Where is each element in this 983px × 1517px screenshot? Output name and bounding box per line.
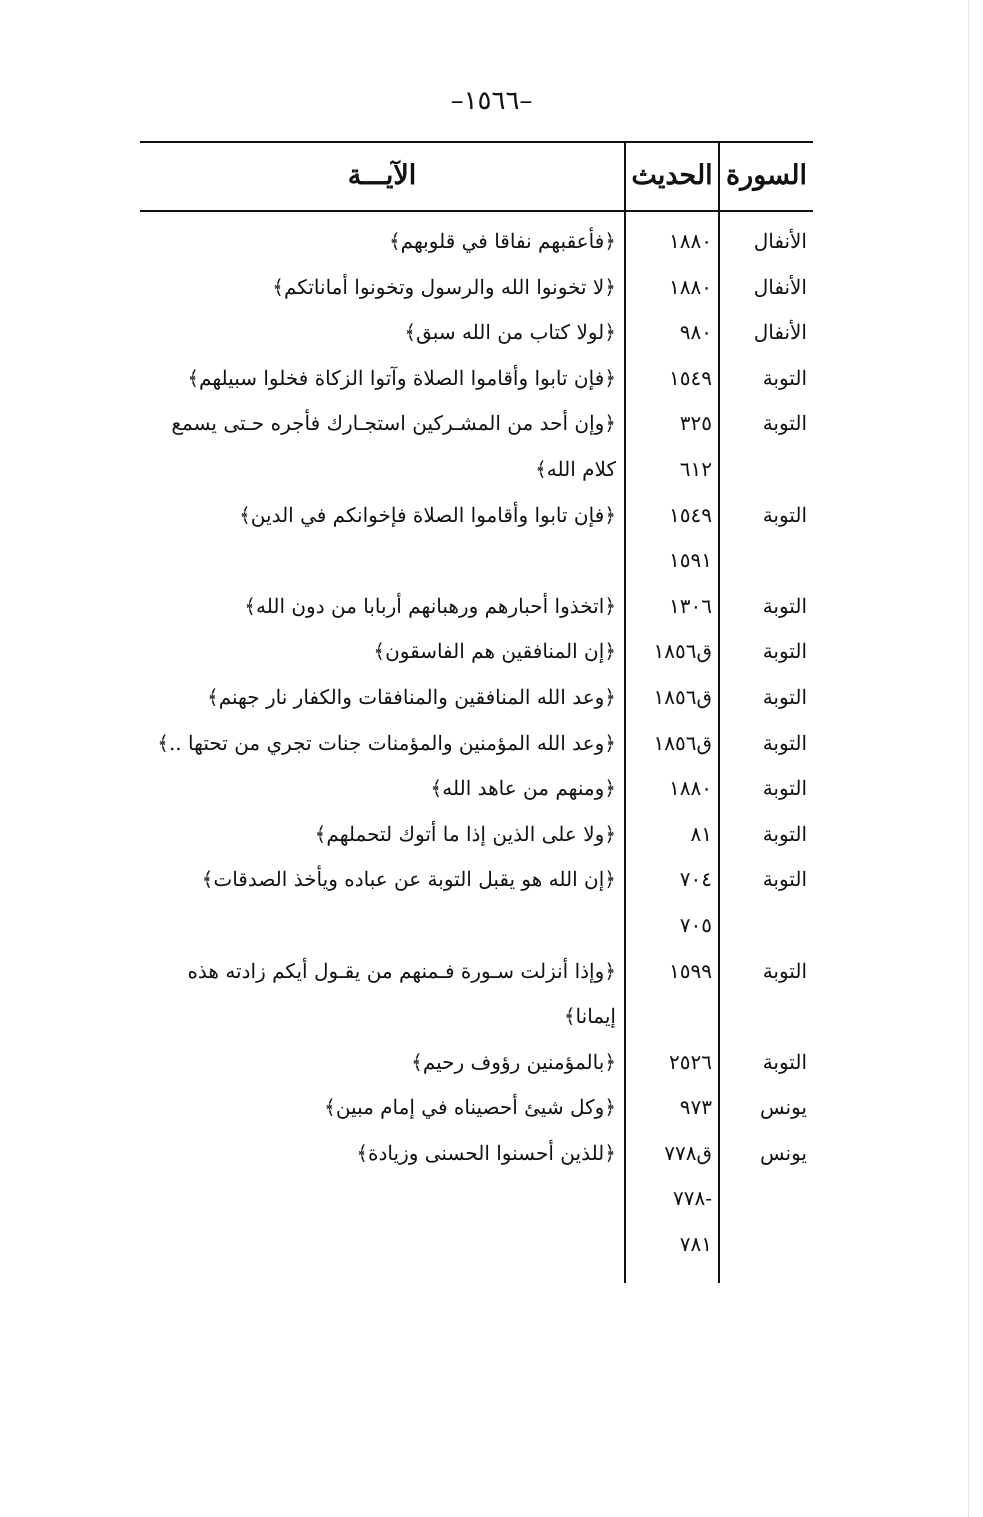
surah-cell: التوبة — [762, 411, 807, 436]
hadith-cell: ٦١٢ — [679, 456, 712, 481]
table-row — [140, 675, 813, 721]
surah-cell: الأنفال — [753, 274, 807, 299]
table-row — [140, 447, 813, 493]
surah-cell: الأنفال — [753, 320, 807, 345]
surah-cell: التوبة — [762, 639, 807, 664]
ayah-cell: ﴿بالمؤمنين رؤوف رحيم﴾ — [411, 1049, 616, 1074]
ayah-cell: ﴿وعد الله المنافقين والمنافقات والكفار نار جهنم﴾ — [206, 684, 616, 709]
hadith-cell: ١٨٨٠ — [669, 274, 712, 299]
table-row — [140, 903, 813, 949]
table-row — [140, 1131, 813, 1177]
hadith-cell: ق١٨٥٦ — [653, 639, 712, 664]
surah-cell: التوبة — [762, 958, 807, 983]
hadith-cell: ٩٧٣ — [679, 1095, 712, 1120]
header-ayah: الآيـــة — [347, 160, 417, 191]
ayah-cell: ﴿وكل شيئ أحصيناه في إمام مبين﴾ — [324, 1095, 616, 1120]
hadith-cell: ١٥٤٩ — [669, 502, 712, 527]
surah-cell: التوبة — [762, 684, 807, 709]
ayah-cell: كلام الله﴾ — [535, 456, 616, 481]
surah-cell: الأنفال — [753, 229, 807, 253]
table-row — [140, 766, 813, 812]
page-number: –١٥٦٦– — [450, 86, 533, 116]
hadith-cell: ق١٨٥٦ — [653, 684, 712, 709]
table-row — [140, 994, 813, 1040]
ayah-cell: ﴿ومنهم من عاهد الله﴾ — [430, 776, 616, 801]
hadith-cell: ١٨٨٠ — [669, 776, 712, 801]
surah-cell: يونس — [760, 1140, 807, 1165]
header-surah: السورة — [726, 160, 807, 191]
ayah-cell: ﴿وإن أحد من المشـركين استجـارك فأجره حـتى يسمع — [171, 411, 616, 436]
table-body — [140, 219, 813, 1268]
table-row — [140, 1176, 813, 1222]
hadith-cell: ١٥٤٩ — [669, 365, 712, 390]
hadith-cell: ٧٠٤ — [679, 867, 712, 892]
table-row — [140, 356, 813, 402]
surah-cell: التوبة — [762, 776, 807, 801]
hadith-cell: ق٧٧٨ — [664, 1140, 712, 1165]
ayah-cell: ﴿وإذا أنزلت سـورة فـمنهم من يقـول أيكم زادته هذه — [187, 958, 616, 983]
hadith-cell: ٣٢٥ — [679, 411, 712, 436]
table-row — [140, 310, 813, 356]
ayah-cell: إيمانا﴾ — [563, 1004, 616, 1029]
table-row — [140, 493, 813, 539]
surah-cell: التوبة — [762, 502, 807, 527]
table-row — [140, 584, 813, 630]
ayah-cell: ﴿اتخذوا أحبارهم ورهبانهم أربابا من دون الله﴾ — [244, 593, 616, 618]
header-hadith: الحديث — [631, 160, 713, 191]
surah-cell: التوبة — [762, 1049, 807, 1074]
hadith-cell: ١٥٩١ — [669, 548, 712, 573]
hadith-cell: ١٣٠٦ — [669, 593, 712, 618]
table-row — [140, 629, 813, 675]
ayah-cell: ﴿ولا على الذين إذا ما أتوك لتحملهم﴾ — [314, 821, 616, 846]
ayah-cell: ﴿إن الله هو يقبل التوبة عن عباده ويأخذ الصدقات﴾ — [201, 867, 616, 892]
ayah-cell: ﴿لولا كتاب من الله سبق﴾ — [404, 320, 616, 345]
table-row — [140, 401, 813, 447]
hadith-cell: ٧٠٥ — [679, 912, 712, 937]
table-row — [140, 1085, 813, 1131]
index-table — [140, 141, 813, 1283]
hadith-cell: ٨١ — [690, 821, 712, 846]
table-row — [140, 538, 813, 584]
table-row — [140, 721, 813, 767]
hadith-cell: ق١٨٥٦ — [653, 730, 712, 755]
ayah-cell: ﴿فأعقبهم نفاقا في قلوبهم﴾ — [388, 229, 616, 253]
surah-cell: التوبة — [762, 365, 807, 390]
ayah-cell: ﴿للذين أحسنوا الحسنى وزيادة﴾ — [356, 1140, 616, 1165]
surah-cell: التوبة — [762, 867, 807, 892]
table-top-rule — [140, 141, 813, 143]
ayah-cell: ﴿وعد الله المؤمنين والمؤمنات جنات تجري من تحتها ..﴾ — [157, 730, 616, 755]
hadith-cell: ٢٥٢٦ — [669, 1049, 712, 1074]
hadith-cell: -٧٧٨ — [673, 1186, 712, 1211]
hadith-cell: ٩٨٠ — [679, 320, 712, 345]
table-row — [140, 812, 813, 858]
table-row — [140, 1222, 813, 1268]
ayah-cell: ﴿فإن تابوا وأقاموا الصلاة وآتوا الزكاة فخلوا سبيلهم﴾ — [187, 365, 616, 390]
table-row — [140, 219, 813, 265]
surah-cell: التوبة — [762, 730, 807, 755]
hadith-cell: ٧٨١ — [679, 1232, 712, 1257]
ayah-cell: ﴿فإن تابوا وأقاموا الصلاة فإخوانكم في الدين﴾ — [239, 502, 616, 527]
ayah-cell: ﴿لا تخونوا الله والرسول وتخونوا أماناتكم﴾ — [272, 274, 616, 299]
hadith-cell: ١٨٨٠ — [669, 229, 712, 253]
table-row — [140, 949, 813, 995]
surah-cell: التوبة — [762, 593, 807, 618]
surah-cell: التوبة — [762, 821, 807, 846]
hadith-cell: ١٥٩٩ — [669, 958, 712, 983]
table-row — [140, 857, 813, 903]
table-row — [140, 1040, 813, 1086]
table-row — [140, 265, 813, 311]
scan-edge-line — [968, 0, 969, 1517]
ayah-cell: ﴿إن المنافقين هم الفاسقون﴾ — [373, 639, 616, 664]
table-header-rule — [140, 210, 813, 212]
surah-cell: يونس — [760, 1095, 807, 1120]
